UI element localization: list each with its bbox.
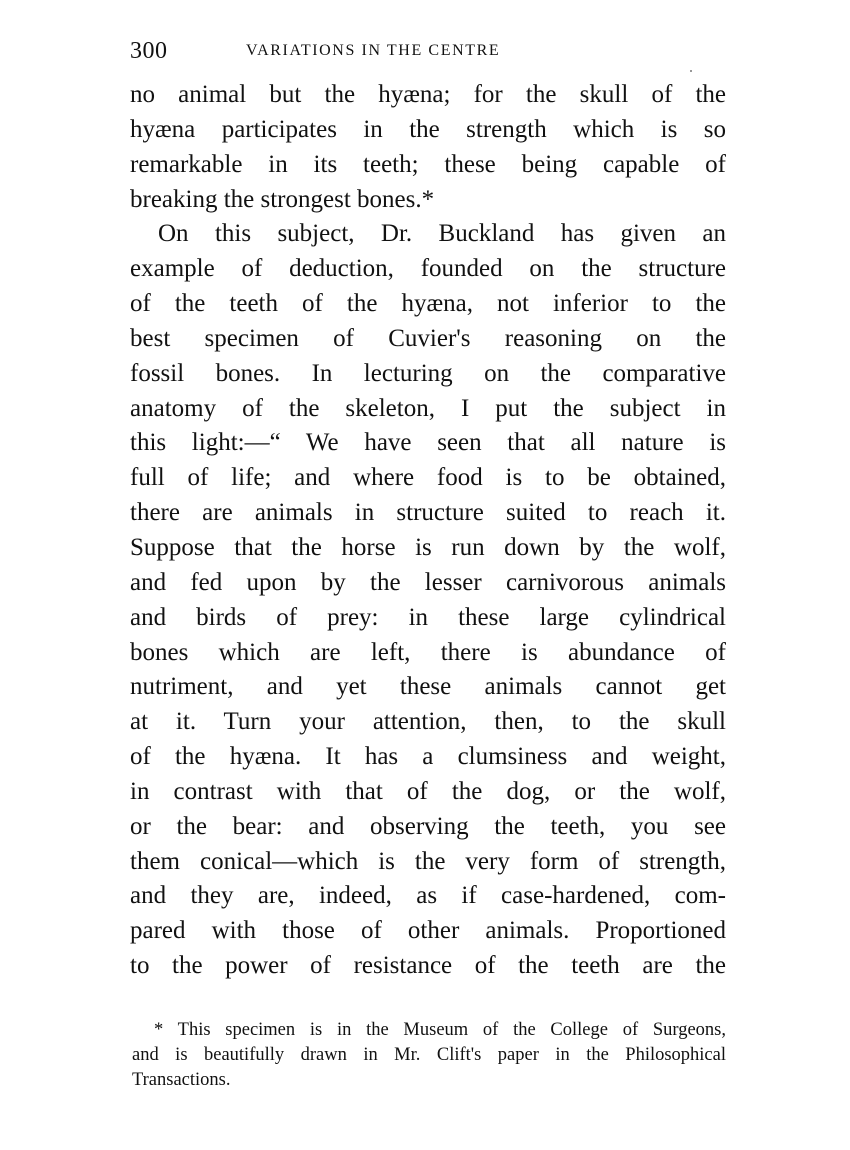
text-line: to the power of resistance of the teeth are the xyxy=(130,952,726,980)
text-line: remarkable in its teeth; these being capable of xyxy=(130,150,726,178)
footnote-line: Transactions. xyxy=(132,1070,231,1090)
body-text xyxy=(130,78,726,984)
text-line: hyæna participates in the strength which is so xyxy=(130,115,726,143)
footnote-line: and is beautifully drawn in Mr. Clift's paper in the Philosophical xyxy=(132,1045,726,1065)
text-line: breaking the strongest bones.* xyxy=(130,185,435,213)
text-line: bones which are left, there is abundance of xyxy=(130,638,726,666)
text-line: there are animals in structure suited to reach it. xyxy=(130,499,726,527)
text-line: of the hyæna. It has a clumsiness and weight, xyxy=(130,743,726,771)
text-line: of the teeth of the hyæna, not inferior to the xyxy=(130,290,726,318)
text-line: best specimen of Cuvier's reasoning on the xyxy=(130,324,726,352)
text-line: no animal but the hyæna; for the skull of the xyxy=(130,81,726,108)
text-line: or the bear: and observing the teeth, you see xyxy=(130,812,726,840)
text-line: example of deduction, founded on the structure xyxy=(130,255,726,283)
footnote-line: * This specimen is in the Museum of the College of Surgeons, xyxy=(154,1020,726,1040)
text-line: them conical—which is the very form of strength, xyxy=(130,847,726,875)
page-number: 300 xyxy=(130,38,168,64)
paragraph-start-line: On this subject, Dr. Buckland has given an xyxy=(158,220,726,248)
text-line: Suppose that the horse is run down by the wolf, xyxy=(130,533,726,561)
text-line: fossil bones. In lecturing on the comparative xyxy=(130,359,726,387)
text-line: in contrast with that of the dog, or the wolf, xyxy=(130,777,726,805)
text-line: pared with those of other animals. Proportioned xyxy=(130,917,726,945)
text-line: nutriment, and yet these animals cannot get xyxy=(130,673,726,701)
text-line: this light:—“ We have seen that all nature is xyxy=(130,429,726,457)
text-line: anatomy of the skeleton, I put the subject in xyxy=(130,394,726,422)
text-line: and birds of prey: in these large cylindrical xyxy=(130,603,726,631)
text-line: full of life; and where food is to be obtained, xyxy=(130,464,726,492)
running-title: VARIATIONS IN THE CENTRE xyxy=(246,42,501,59)
text-line: and fed upon by the lesser carnivorous animals xyxy=(130,568,726,596)
running-head xyxy=(130,38,726,68)
footnote xyxy=(132,1018,726,1093)
text-line: and they are, indeed, as if case-hardened, com- xyxy=(130,882,726,910)
print-speck xyxy=(690,70,692,72)
text-line: at it. Turn your attention, then, to the skull xyxy=(130,708,726,736)
